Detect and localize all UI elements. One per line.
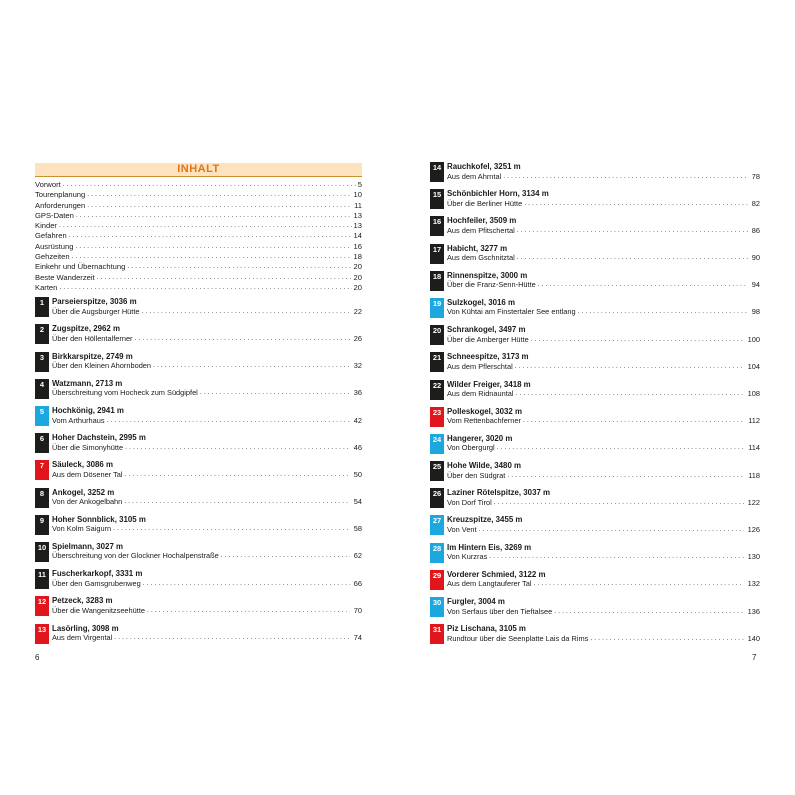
toc-entry-label: Beste Wanderzeit [35,272,95,282]
tour-entry[interactable] [35,460,362,483]
tour-title: Laziner Rötelspitze, 3037 m [447,488,551,498]
toc-entry-label: Karten [35,282,58,292]
tour-entry[interactable] [430,244,760,267]
tour-route-line [447,416,760,426]
tour-route-line [447,552,760,562]
tour-entry[interactable] [430,624,760,647]
tour-route-line [447,389,760,399]
tour-route-line [52,361,362,371]
leader-dots [125,470,350,480]
toc-entry-label: Vorwort [35,180,61,189]
toc-entry-page: 5 [357,180,362,189]
toc-entry[interactable] [35,273,362,283]
toc-entry[interactable] [35,221,362,231]
toc-entry[interactable] [35,180,362,190]
tour-page: 42 [353,415,362,425]
toc-entry-page: 11 [354,200,362,210]
tour-subtitle: Über die Berliner Hütte [447,198,523,208]
tour-number-badge: 11 [35,569,49,589]
leader-dots [114,633,350,643]
tour-subtitle: Von Kolm Saigurn [52,524,112,534]
tour-list-left [35,297,362,646]
tour-route-line [52,334,362,344]
tour-number-badge: 4 [35,379,49,399]
tour-page: 26 [353,333,362,343]
leader-dots [497,443,745,453]
tour-entry[interactable] [35,515,362,538]
tour-number-badge: 17 [430,244,444,264]
page-number-left: 6 [35,653,40,662]
toc-entry[interactable] [35,190,362,200]
tour-entry[interactable] [430,380,760,403]
tour-entry[interactable] [35,542,362,565]
tour-number-badge: 25 [430,461,444,481]
tour-subtitle: Über den Südgrat [447,470,506,480]
tour-title: Schrankogel, 3497 m [447,325,526,335]
leader-dots [87,190,351,200]
tour-subtitle: Aus dem Langtauferer Tal [447,579,532,589]
leader-dots [534,579,744,589]
leader-dots [590,634,743,644]
tour-page: 70 [353,605,362,615]
tour-subtitle: Aus dem Ahrntal [447,171,502,181]
tour-route-line [447,634,760,644]
tour-route-line [447,579,760,589]
leader-dots [143,579,350,589]
toc-entry-label: Gefahren [35,231,67,241]
tour-route-line [447,280,760,290]
toc-entry-page: 16 [353,241,362,251]
tour-number-badge: 24 [430,434,444,454]
tour-number-badge: 10 [35,542,49,562]
tour-page: 126 [747,524,760,534]
tour-subtitle: Vom Arthurhaus [52,415,105,425]
tour-page: 50 [353,469,362,479]
tour-subtitle: Von Kurzras [447,552,488,562]
tour-number-badge: 20 [430,325,444,345]
tour-title: Lasörling, 3098 m [52,623,119,633]
tour-subtitle: Aus dem Pfitschertal [447,225,515,235]
tour-route-line [447,362,760,372]
tour-entry[interactable] [35,324,362,347]
toc-entry-label: Gehzeiten [35,252,70,262]
tour-number-badge: 15 [430,189,444,209]
tour-title: Hohe Wilde, 3480 m [447,461,522,471]
tour-number-badge: 19 [430,298,444,318]
tour-subtitle: Über den Gamsgrubenweg [52,578,141,588]
tour-title: Vorderer Schmied, 3122 m [447,569,546,579]
page-number-right: 7 [752,653,757,662]
tour-page: 100 [747,334,760,344]
tour-title: Säuleck, 3086 m [52,460,113,470]
tour-title: Sulzkogel, 3016 m [447,297,515,307]
tour-route-line [52,606,362,616]
leader-dots [113,524,350,534]
toc-entry-page: 20 [353,282,362,292]
leader-dots [69,231,352,241]
toc-entry-page: 20 [353,262,362,272]
tour-number-badge: 30 [430,597,444,617]
tour-route-line [447,226,760,236]
tour-entry[interactable] [35,624,362,647]
tour-number-badge: 31 [430,624,444,644]
toc-entry-label: Ausrüstung [35,241,74,251]
leader-dots [538,280,748,290]
tour-entry[interactable] [430,352,760,375]
tour-number-badge: 27 [430,515,444,535]
toc-entry-label: Anforderungen [35,200,86,210]
tour-route-line [52,388,362,398]
tour-page: 98 [751,307,760,317]
leader-dots [507,471,744,481]
tour-title: Rauchkofel, 3251 m [447,162,521,171]
tour-page: 46 [353,442,362,452]
tour-number-badge: 26 [430,488,444,508]
tour-entry[interactable] [430,189,760,212]
tour-page: 90 [751,253,760,263]
tour-title: Ankogel, 3252 m [52,487,115,497]
toc-entry-page: 13 [353,221,362,231]
tour-number-badge: 14 [430,162,444,182]
tour-subtitle: Über die Augsburger Hütte [52,306,140,316]
leader-dots [59,221,352,231]
leader-dots [97,273,352,283]
tour-route-line [447,443,760,453]
tour-page: 132 [747,579,760,589]
tour-route-line [52,579,362,589]
leader-dots [479,525,744,535]
tour-title: Furgler, 3004 m [447,597,505,606]
tour-number-badge: 6 [35,433,49,453]
toc-entry-page: 13 [353,210,362,220]
leader-dots [531,335,744,345]
tour-title: Watzmann, 2713 m [52,378,123,388]
tour-subtitle: Aus dem Gschnitztal [447,253,515,263]
tour-list-right [430,162,760,647]
leader-dots [494,498,744,508]
tour-route-line [447,172,760,182]
tour-number-badge: 12 [35,596,49,616]
toc-entry-page: 10 [353,190,362,200]
toc-entry-label: Einkehr und Übernachtung [35,262,126,272]
tour-entry[interactable] [430,216,760,239]
tour-entry[interactable] [35,406,362,429]
left-page [35,163,362,651]
tour-title: Hochkönig, 2941 m [52,406,124,416]
tour-title: Polleskogel, 3032 m [447,406,522,416]
tour-route-line [447,525,760,535]
toc-header: INHALT [35,163,362,177]
toc-entry[interactable] [35,283,362,293]
leader-dots [87,201,352,211]
tour-number-badge: 16 [430,216,444,236]
leader-dots [578,307,748,317]
tour-route-line [52,633,362,643]
tour-entry[interactable] [35,596,362,619]
tour-subtitle: Über die Amberger Hütte [447,334,529,344]
tour-page: 82 [751,198,760,208]
tour-subtitle: Von Obergurgl [447,443,495,453]
leader-dots [524,199,748,209]
toc-entry-page: 18 [353,252,362,262]
tour-subtitle: Aus dem Dösener Tal [52,469,123,479]
leader-dots [124,497,349,507]
tour-page: 140 [747,633,760,643]
leader-dots [147,606,350,616]
tour-entry[interactable] [35,569,362,592]
tour-entry[interactable] [430,271,760,294]
tour-page: 112 [748,416,760,426]
tour-route-line [52,497,362,507]
tour-title: Im Hintern Eis, 3269 m [447,542,532,552]
tour-title: Wilder Freiger, 3418 m [447,379,531,389]
tour-page: 108 [747,389,760,398]
toc-entry-label: GPS-Daten [35,210,74,220]
tour-entry[interactable] [430,298,760,321]
tour-number-badge: 3 [35,352,49,372]
tour-entry[interactable] [430,543,760,566]
tour-page: 22 [353,306,362,316]
tour-subtitle: Aus dem Ridnauntal [447,389,514,398]
leader-dots [554,607,743,617]
leader-dots [72,252,352,262]
toc-entry[interactable] [35,231,362,241]
leader-dots [142,307,350,317]
tour-entry[interactable] [430,434,760,457]
tour-number-badge: 22 [430,380,444,400]
tour-number-badge: 21 [430,352,444,372]
tour-title: Habicht, 3277 m [447,243,508,253]
tour-number-badge: 1 [35,297,49,317]
tour-number-badge: 13 [35,624,49,644]
tour-route-line [447,498,760,508]
leader-dots [523,416,744,426]
toc-general-list [35,180,362,293]
tour-page: 104 [747,361,760,371]
tour-route-line [447,607,760,617]
toc-entry[interactable] [35,262,362,272]
tour-page: 58 [353,524,362,534]
leader-dots [135,334,350,344]
tour-page: 114 [748,443,760,453]
tour-entry[interactable] [430,162,760,185]
tour-entry[interactable] [35,297,362,320]
tour-entry[interactable] [35,488,362,511]
tour-route-line [52,443,362,453]
tour-route-line [447,199,760,209]
toc-entry-page: 20 [353,272,362,282]
leader-dots [517,253,748,263]
leader-dots [153,361,350,371]
tour-subtitle: Überschreitung von der Glockner Hochalpenstraße [52,551,219,561]
tour-title: Rinnenspitze, 3000 m [447,270,528,280]
tour-page: 54 [353,497,362,507]
tour-route-line [447,471,760,481]
tour-title: Piz Lischana, 3105 m [447,624,526,634]
tour-route-line [52,524,362,534]
tour-subtitle: Aus dem Virgental [52,633,113,643]
leader-dots [200,388,350,398]
tour-title: Hochfeiler, 3509 m [447,216,517,226]
tour-entry[interactable] [430,597,760,620]
tour-entry[interactable] [35,379,362,402]
tour-subtitle: Über die Simonyhütte [52,442,124,452]
tour-number-badge: 8 [35,488,49,508]
tour-entry[interactable] [430,407,760,430]
tour-title: Parseierspitze, 3036 m [52,297,137,307]
tour-subtitle: Überschreitung vom Hocheck zum Südgipfel [52,388,198,398]
tour-subtitle: Über die Wangenitzseehütte [52,605,145,615]
tour-page: 136 [747,606,760,616]
toc-entry-label: Tourenplanung [35,190,86,200]
tour-number-badge: 29 [430,570,444,590]
toc-entry[interactable] [35,252,362,262]
tour-entry[interactable] [35,352,362,375]
tour-number-badge: 7 [35,460,49,480]
tour-title: Hoher Sonnblick, 3105 m [52,514,146,524]
tour-route-line [52,416,362,426]
tour-title: Kreuzspitze, 3455 m [447,515,523,525]
tour-page: 122 [747,497,760,507]
tour-title: Hangerer, 3020 m [447,433,513,443]
tour-title: Birkkarspitze, 2749 m [52,351,133,361]
tour-page: 36 [353,388,362,398]
tour-route-line [52,551,362,561]
toc-entry[interactable] [35,201,362,211]
tour-subtitle: Von Dorf Tirol [447,497,492,507]
tour-route-line [447,307,760,317]
tour-subtitle: Von der Ankogelbahn [52,497,123,507]
tour-page: 118 [748,470,760,480]
tour-title: Fuscherkarkopf, 3331 m [52,569,143,579]
tour-entry[interactable] [430,461,760,484]
tour-subtitle: Von Serfaus über den Tieftalsee [447,606,553,616]
toc-entry[interactable] [35,242,362,252]
leader-dots [125,443,350,453]
leader-dots [517,226,748,236]
tour-number-badge: 2 [35,324,49,344]
tour-route-line [52,307,362,317]
tour-title: Schneespitze, 3173 m [447,352,529,362]
leader-dots [75,242,351,252]
leader-dots [221,551,350,561]
tour-subtitle: Rundtour über die Seenplatte Lais da Rims [447,633,589,643]
tour-page: 130 [747,552,760,562]
tour-page: 66 [353,578,362,588]
leader-dots [516,389,744,399]
toc-entry-label: Kinder [35,221,57,231]
tour-number-badge: 28 [430,543,444,563]
tour-subtitle: Über die Franz-Senn-Hütte [447,280,536,290]
tour-title: Hoher Dachstein, 2995 m [52,433,146,443]
tour-entry[interactable] [430,325,760,348]
tour-entry[interactable] [430,488,760,511]
tour-title: Spielmann, 3027 m [52,541,124,551]
leader-dots [76,211,352,221]
tour-number-badge: 5 [35,406,49,426]
tour-page: 86 [751,225,760,235]
tour-number-badge: 23 [430,407,444,427]
tour-subtitle: Von Vent [447,524,477,534]
tour-page: 74 [353,633,362,643]
tour-route-line [447,335,760,345]
toc-entry-page: 14 [353,231,362,241]
leader-dots [515,362,744,372]
tour-page: 94 [751,280,760,290]
tour-subtitle: Aus dem Pflerschtal [447,361,513,371]
leader-dots [489,552,743,562]
tour-subtitle: Von Kühtai am Finstertaler See entlang [447,307,576,317]
tour-number-badge: 18 [430,271,444,291]
tour-page: 62 [353,551,362,561]
leader-dots [127,262,351,272]
leader-dots [503,172,748,182]
tour-title: Schönbichler Horn, 3134 m [447,189,549,199]
tour-subtitle: Über den Höllentalferner [52,333,133,343]
tour-page: 78 [751,171,760,181]
right-page [430,162,760,651]
leader-dots [59,283,351,293]
tour-title: Petzeck, 3283 m [52,596,113,606]
tour-route-line [52,470,362,480]
tour-route-line [447,253,760,263]
tour-entry[interactable] [430,515,760,538]
tour-title: Zugspitze, 2962 m [52,324,120,334]
tour-subtitle: Vom Rettenbachferner [447,416,521,426]
tour-subtitle: Über den Kleinen Ahornboden [52,361,152,371]
tour-page: 32 [353,361,362,371]
toc-entry[interactable] [35,211,362,221]
tour-entry[interactable] [35,433,362,456]
leader-dots [63,180,356,190]
tour-number-badge: 9 [35,515,49,535]
leader-dots [107,416,350,426]
tour-entry[interactable] [430,570,760,593]
